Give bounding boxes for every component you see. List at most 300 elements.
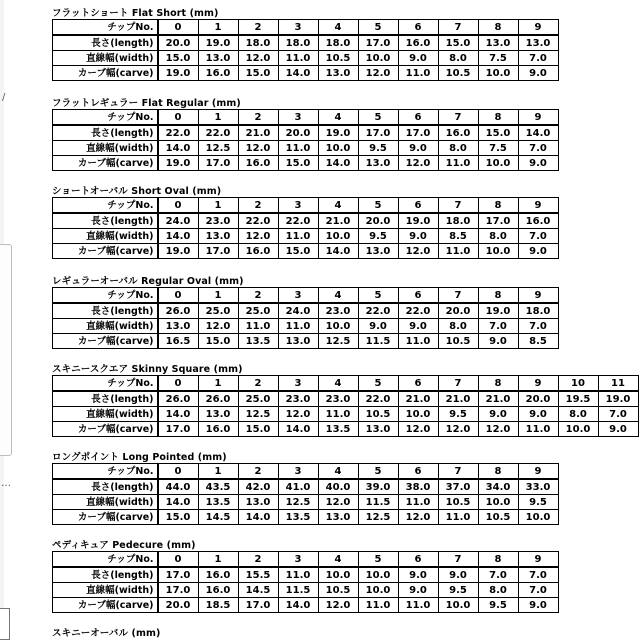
table-cell: 9.0 [598, 422, 638, 437]
chip-number-cell: 3 [278, 464, 318, 480]
table-cell: 11.0 [238, 319, 278, 334]
chip-number-cell: 6 [398, 20, 438, 36]
table-cell: 25.0 [238, 391, 278, 407]
chip-number-cell: 3 [278, 376, 318, 392]
table-cell: 19.5 [558, 391, 598, 407]
chip-number-cell: 6 [398, 552, 438, 568]
table-cell: 13.0 [478, 35, 518, 51]
chip-number-cell: 2 [238, 464, 278, 480]
row-label: カーブ幅(carve) [53, 244, 158, 259]
width-row [53, 229, 559, 244]
table-cell: 21.0 [438, 391, 478, 407]
table-cell: 12.5 [318, 334, 358, 349]
table-cell: 14.0 [518, 125, 558, 141]
table-cell: 42.0 [238, 479, 278, 495]
chip-number-cell: 4 [318, 198, 358, 214]
carve-row [53, 66, 559, 81]
table-cell: 10.0 [478, 66, 518, 81]
length-row [53, 35, 559, 51]
table-cell: 23.0 [318, 303, 358, 319]
width-row [53, 407, 639, 422]
chip-number-cell: 4 [318, 288, 358, 304]
table-cell: 16.0 [438, 125, 478, 141]
table-cell: 11.0 [438, 510, 478, 525]
table-cell: 34.0 [478, 479, 518, 495]
row-label: 長さ(length) [53, 213, 158, 229]
table-cell: 14.0 [158, 495, 199, 510]
table-cell: 10.5 [318, 51, 358, 66]
table-cell: 8.0 [438, 51, 478, 66]
table-cell: 12.0 [398, 510, 438, 525]
table-cell: 13.0 [518, 35, 558, 51]
row-label: チップNo. [53, 464, 158, 480]
table-cell: 10.5 [438, 334, 478, 349]
table-cell: 39.0 [358, 479, 398, 495]
section-title: ロングポイント Long Pointed (mm) [52, 452, 227, 463]
row-label: カーブ幅(carve) [53, 156, 158, 171]
table-cell: 14.0 [278, 422, 318, 437]
side-panel-edge [0, 244, 12, 456]
table-cell: 17.0 [358, 35, 398, 51]
table-cell: 15.0 [438, 35, 478, 51]
table-cell: 14.5 [198, 510, 238, 525]
table-cell: 10.0 [318, 567, 358, 583]
table-cell: 22.0 [198, 125, 238, 141]
table-cell: 10.0 [398, 407, 438, 422]
row-label: チップNo. [53, 198, 158, 214]
table-cell: 13.0 [198, 407, 238, 422]
table-cell: 17.0 [358, 125, 398, 141]
table-cell: 18.0 [438, 213, 478, 229]
length-row [53, 303, 559, 319]
side-mark: / [2, 92, 6, 103]
table-cell: 22.0 [158, 125, 199, 141]
table-cell: 9.0 [398, 567, 438, 583]
table-cell: 21.0 [478, 391, 518, 407]
table-cell: 9.0 [398, 141, 438, 156]
chip-number-cell: 0 [158, 552, 199, 568]
table-cell: 10.0 [518, 510, 558, 525]
table-cell: 16.0 [198, 567, 238, 583]
width-row [53, 141, 559, 156]
section-title: フラットショート Flat Short (mm) [52, 8, 219, 19]
chip-number-cell: 1 [198, 198, 238, 214]
table-cell: 38.0 [398, 479, 438, 495]
row-label: カーブ幅(carve) [53, 422, 158, 437]
chip-number-cell: 5 [358, 198, 398, 214]
section-title: ペディキュア Pedecure (mm) [52, 540, 196, 551]
row-label: 直線幅(width) [53, 583, 158, 598]
table-cell: 43.5 [198, 479, 238, 495]
chip-number-cell: 0 [158, 198, 199, 214]
table-cell: 15.0 [158, 51, 199, 66]
table-cell: 14.0 [318, 156, 358, 171]
table-cell: 13.0 [198, 229, 238, 244]
table-cell: 12.0 [318, 598, 358, 613]
size-table [52, 197, 559, 259]
size-section [52, 8, 559, 81]
row-label: カーブ幅(carve) [53, 334, 158, 349]
table-cell: 11.0 [398, 598, 438, 613]
chip-number-cell: 4 [318, 464, 358, 480]
carve-row [53, 510, 559, 525]
chip-number-cell: 8 [478, 552, 518, 568]
chip-number-cell: 8 [478, 464, 518, 480]
table-cell: 7.0 [518, 51, 558, 66]
table-cell: 9.5 [358, 229, 398, 244]
table-cell: 17.0 [398, 125, 438, 141]
table-cell: 8.5 [518, 334, 558, 349]
table-cell: 16.0 [238, 156, 278, 171]
table-cell: 9.5 [438, 407, 478, 422]
size-table [52, 375, 639, 437]
table-cell: 19.0 [198, 35, 238, 51]
table-cell: 12.5 [198, 141, 238, 156]
table-cell: 11.0 [518, 422, 558, 437]
table-cell: 8.0 [478, 229, 518, 244]
table-cell: 10.0 [318, 319, 358, 334]
row-label: 長さ(length) [53, 567, 158, 583]
table-cell: 16.5 [158, 334, 199, 349]
table-cell: 10.0 [438, 598, 478, 613]
row-label: 長さ(length) [53, 303, 158, 319]
size-table [52, 463, 559, 525]
table-cell: 41.0 [278, 479, 318, 495]
table-cell: 9.0 [398, 583, 438, 598]
table-cell: 10.0 [558, 422, 598, 437]
section-title: スキニースクエア Skinny Square (mm) [52, 364, 243, 375]
chip-number-cell: 7 [438, 288, 478, 304]
table-cell: 14.0 [158, 141, 199, 156]
table-cell: 21.0 [238, 125, 278, 141]
table-cell: 14.0 [278, 66, 318, 81]
chip-number-cell: 4 [318, 376, 358, 392]
table-cell: 20.0 [158, 35, 199, 51]
table-cell: 26.0 [158, 303, 199, 319]
table-cell: 12.5 [278, 495, 318, 510]
table-cell: 7.0 [518, 141, 558, 156]
table-cell: 9.0 [518, 598, 558, 613]
table-cell: 12.5 [238, 407, 278, 422]
table-cell: 10.5 [318, 583, 358, 598]
table-cell: 15.0 [478, 125, 518, 141]
section-title: レギュラーオーバル Regular Oval (mm) [52, 276, 244, 287]
table-cell: 17.0 [238, 598, 278, 613]
table-cell: 10.0 [358, 583, 398, 598]
width-row [53, 319, 559, 334]
chip-number-cell: 7 [438, 20, 478, 36]
chip-number-cell: 5 [358, 288, 398, 304]
table-cell: 13.0 [358, 244, 398, 259]
table-cell: 7.0 [478, 567, 518, 583]
table-cell: 8.0 [438, 141, 478, 156]
carve-row [53, 156, 559, 171]
table-cell: 12.0 [398, 422, 438, 437]
table-cell: 11.0 [398, 334, 438, 349]
table-cell: 25.0 [238, 303, 278, 319]
chip-number-cell: 0 [158, 464, 199, 480]
chip-number-cell: 1 [198, 376, 238, 392]
table-cell: 9.5 [518, 495, 558, 510]
table-cell: 15.0 [198, 334, 238, 349]
row-label: 長さ(length) [53, 35, 158, 51]
table-cell: 13.5 [198, 495, 238, 510]
row-label: チップNo. [53, 20, 158, 36]
table-cell: 12.0 [278, 407, 318, 422]
table-cell: 12.0 [438, 422, 478, 437]
row-label: 長さ(length) [53, 125, 158, 141]
table-cell: 16.0 [198, 583, 238, 598]
chip-number-cell: 0 [158, 20, 199, 36]
table-cell: 12.0 [478, 422, 518, 437]
row-label: カーブ幅(carve) [53, 66, 158, 81]
chip-number-cell: 2 [238, 288, 278, 304]
table-cell: 11.0 [278, 319, 318, 334]
row-label: チップNo. [53, 288, 158, 304]
table-cell: 7.5 [478, 51, 518, 66]
row-label: カーブ幅(carve) [53, 598, 158, 613]
size-section [52, 276, 559, 349]
table-cell: 18.5 [198, 598, 238, 613]
table-cell: 7.0 [518, 567, 558, 583]
section-title: スキニーオーバル (mm) [52, 628, 161, 639]
table-cell: 13.0 [358, 156, 398, 171]
table-cell: 9.0 [518, 407, 558, 422]
table-cell: 25.0 [198, 303, 238, 319]
table-cell: 11.0 [438, 156, 478, 171]
table-cell: 9.0 [478, 407, 518, 422]
table-cell: 11.5 [358, 334, 398, 349]
table-cell: 22.0 [238, 213, 278, 229]
row-label: チップNo. [53, 552, 158, 568]
chip-number-cell: 9 [518, 464, 558, 480]
table-cell: 13.0 [358, 422, 398, 437]
table-cell: 19.0 [158, 156, 199, 171]
chip-number-cell: 0 [158, 376, 199, 392]
table-cell: 11.0 [438, 244, 478, 259]
chip-number-cell: 8 [478, 288, 518, 304]
chip-number-cell: 4 [318, 20, 358, 36]
carve-row [53, 244, 559, 259]
table-cell: 12.0 [238, 141, 278, 156]
chip-number-row [53, 20, 559, 36]
size-section [52, 186, 559, 259]
table-cell: 11.0 [358, 598, 398, 613]
table-cell: 10.5 [478, 510, 518, 525]
table-cell: 11.0 [278, 141, 318, 156]
table-cell: 14.5 [238, 583, 278, 598]
carve-row [53, 422, 639, 437]
table-cell: 37.0 [438, 479, 478, 495]
table-cell: 14.0 [278, 598, 318, 613]
table-cell: 11.0 [278, 567, 318, 583]
table-cell: 13.0 [318, 66, 358, 81]
table-cell: 13.5 [278, 510, 318, 525]
table-cell: 11.0 [278, 51, 318, 66]
chip-number-cell: 8 [478, 20, 518, 36]
table-cell: 44.0 [158, 479, 199, 495]
table-cell: 23.0 [278, 391, 318, 407]
table-cell: 13.0 [318, 510, 358, 525]
table-cell: 11.0 [278, 229, 318, 244]
table-cell: 7.0 [518, 319, 558, 334]
table-cell: 12.0 [398, 156, 438, 171]
table-cell: 17.0 [198, 244, 238, 259]
table-cell: 19.0 [158, 244, 199, 259]
chip-number-cell: 3 [278, 288, 318, 304]
corner-box [0, 608, 10, 640]
row-label: チップNo. [53, 110, 158, 126]
size-table [52, 109, 559, 171]
chip-number-row [53, 110, 559, 126]
table-cell: 9.0 [518, 244, 558, 259]
row-label: 直線幅(width) [53, 319, 158, 334]
table-cell: 10.5 [358, 407, 398, 422]
chip-number-cell: 9 [518, 552, 558, 568]
chip-number-cell: 5 [358, 20, 398, 36]
chip-number-cell: 6 [398, 288, 438, 304]
table-cell: 9.5 [478, 598, 518, 613]
table-cell: 24.0 [278, 303, 318, 319]
table-cell: 13.0 [158, 319, 199, 334]
table-cell: 17.0 [478, 213, 518, 229]
chip-number-cell: 0 [158, 110, 199, 126]
table-cell: 10.0 [358, 51, 398, 66]
width-row [53, 495, 559, 510]
table-cell: 10.0 [478, 156, 518, 171]
table-cell: 17.0 [158, 583, 199, 598]
table-cell: 10.0 [478, 495, 518, 510]
table-cell: 16.0 [398, 35, 438, 51]
chip-number-cell: 1 [198, 552, 238, 568]
table-cell: 14.0 [158, 229, 199, 244]
table-cell: 10.0 [478, 244, 518, 259]
table-cell: 16.0 [518, 213, 558, 229]
chip-number-cell: 6 [398, 376, 438, 392]
table-cell: 20.0 [278, 125, 318, 141]
row-label: 直線幅(width) [53, 495, 158, 510]
table-cell: 12.0 [398, 244, 438, 259]
table-cell: 9.0 [518, 156, 558, 171]
table-cell: 15.0 [278, 244, 318, 259]
table-cell: 40.0 [318, 479, 358, 495]
length-row [53, 125, 559, 141]
chip-number-cell: 7 [438, 464, 478, 480]
table-cell: 19.0 [598, 391, 638, 407]
chip-number-cell: 4 [318, 110, 358, 126]
table-cell: 11.0 [398, 495, 438, 510]
chip-number-cell: 2 [238, 20, 278, 36]
row-label: カーブ幅(carve) [53, 510, 158, 525]
table-cell: 14.0 [158, 407, 199, 422]
table-cell: 15.0 [238, 66, 278, 81]
chip-number-cell: 9 [518, 20, 558, 36]
table-cell: 13.0 [198, 51, 238, 66]
row-label: 長さ(length) [53, 391, 158, 407]
chip-number-cell: 8 [478, 198, 518, 214]
chip-number-cell: 6 [398, 464, 438, 480]
chip-number-cell: 9 [518, 288, 558, 304]
size-table [52, 287, 559, 349]
row-label: 直線幅(width) [53, 51, 158, 66]
chip-number-cell: 8 [478, 110, 518, 126]
length-row [53, 391, 639, 407]
chip-number-cell: 4 [318, 552, 358, 568]
row-label: チップNo. [53, 376, 158, 392]
table-cell: 15.5 [238, 567, 278, 583]
table-cell: 22.0 [398, 303, 438, 319]
chip-number-cell: 7 [438, 376, 478, 392]
table-cell: 18.0 [278, 35, 318, 51]
chip-number-cell: 1 [198, 464, 238, 480]
table-cell: 22.0 [358, 303, 398, 319]
chip-number-cell: 7 [438, 552, 478, 568]
table-cell: 9.0 [518, 66, 558, 81]
chip-number-cell: 3 [278, 20, 318, 36]
table-cell: 8.5 [438, 229, 478, 244]
table-cell: 23.0 [318, 391, 358, 407]
table-cell: 8.0 [478, 583, 518, 598]
table-cell: 11.0 [398, 66, 438, 81]
chip-number-row [53, 288, 559, 304]
table-cell: 24.0 [158, 213, 199, 229]
table-cell: 11.5 [358, 495, 398, 510]
section-title: ショートオーバル Short Oval (mm) [52, 186, 222, 197]
row-label: 直線幅(width) [53, 407, 158, 422]
length-row [53, 567, 559, 583]
carve-row [53, 334, 559, 349]
chip-number-cell: 9 [518, 110, 558, 126]
table-cell: 7.0 [518, 583, 558, 598]
table-cell: 22.0 [358, 391, 398, 407]
table-cell: 12.0 [318, 495, 358, 510]
table-cell: 9.0 [438, 567, 478, 583]
chip-number-cell: 1 [198, 20, 238, 36]
chip-number-row [53, 464, 559, 480]
length-row [53, 213, 559, 229]
table-cell: 17.0 [158, 567, 199, 583]
table-cell: 7.0 [598, 407, 638, 422]
table-cell: 20.0 [158, 598, 199, 613]
table-cell: 10.0 [358, 567, 398, 583]
size-table [52, 551, 559, 613]
chip-number-cell: 8 [478, 376, 518, 392]
chip-number-cell: 0 [158, 288, 199, 304]
chip-number-cell: 9 [518, 198, 558, 214]
table-cell: 17.0 [158, 422, 199, 437]
table-cell: 13.0 [238, 495, 278, 510]
chip-number-cell: 5 [358, 464, 398, 480]
table-cell: 15.0 [238, 422, 278, 437]
table-cell: 13.5 [238, 334, 278, 349]
chip-number-cell: 7 [438, 198, 478, 214]
chip-number-cell: 5 [358, 110, 398, 126]
table-cell: 26.0 [198, 391, 238, 407]
chip-number-cell: 2 [238, 376, 278, 392]
table-cell: 8.0 [438, 319, 478, 334]
chip-number-cell: 5 [358, 552, 398, 568]
table-cell: 12.5 [358, 510, 398, 525]
table-cell: 12.0 [238, 51, 278, 66]
table-cell: 9.5 [438, 583, 478, 598]
table-cell: 15.0 [158, 510, 199, 525]
table-cell: 16.0 [238, 244, 278, 259]
table-cell: 18.0 [318, 35, 358, 51]
table-cell: 9.0 [398, 51, 438, 66]
table-cell: 9.5 [358, 141, 398, 156]
table-cell: 11.0 [318, 407, 358, 422]
table-cell: 12.0 [238, 229, 278, 244]
